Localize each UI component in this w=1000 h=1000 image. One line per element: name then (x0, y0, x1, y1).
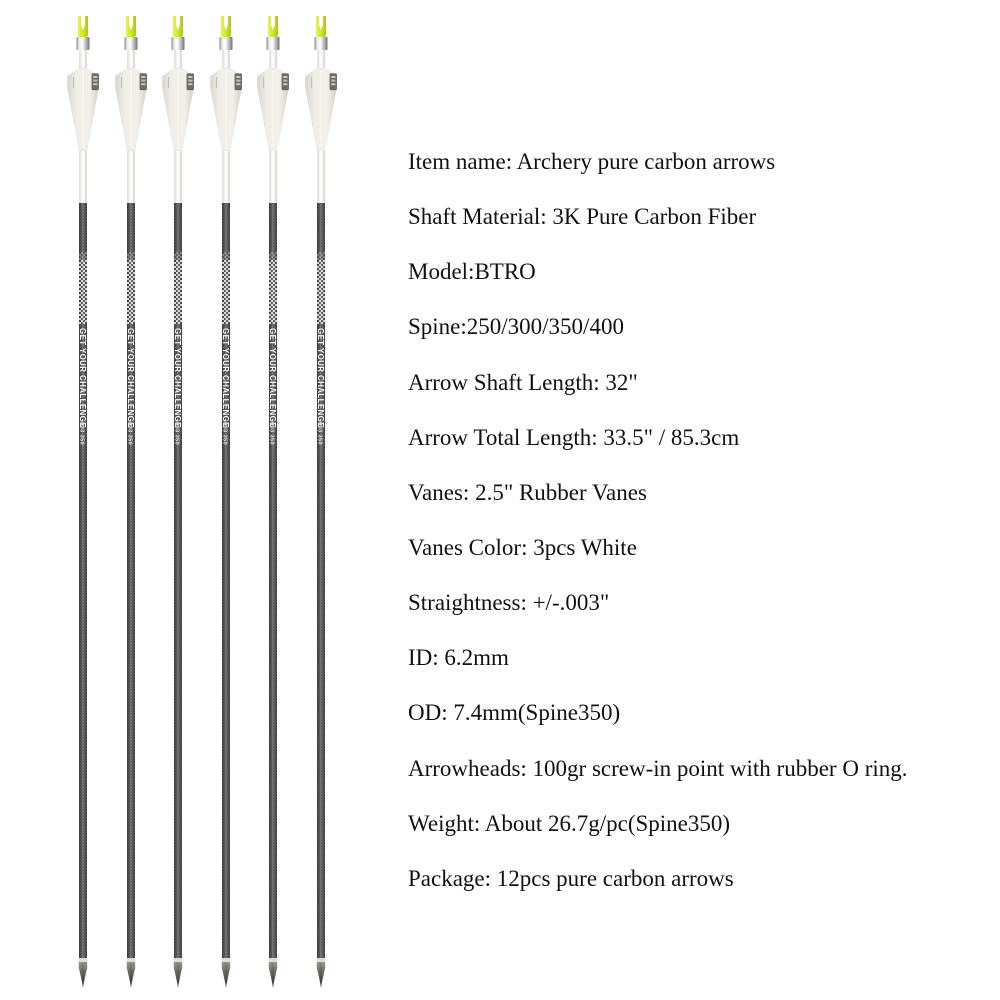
arrow-vane-print-hint (263, 77, 264, 88)
arrow-tip-ring (269, 958, 277, 962)
arrow-shaft-upper-white (317, 151, 325, 203)
arrow-nock-collar (267, 37, 280, 50)
arrow-shaft-code-text: 003 350 (268, 422, 275, 446)
arrow-tip-ring (126, 958, 134, 962)
arrow-tip-ring (317, 958, 325, 962)
arrow-vane-label-line-1 (93, 76, 97, 78)
arrow-photo-panel (63, 10, 341, 990)
spec-line: Weight: About 26.7g/pc(Spine350) (408, 810, 731, 836)
arrow (206, 10, 246, 990)
arrow-shaft-code-text: 003 350 (221, 422, 228, 446)
arrow-vane-label-line-3 (141, 83, 145, 85)
arrow (253, 10, 293, 990)
arrow-shaft-upper-white (174, 151, 182, 203)
arrow (301, 10, 341, 990)
arrow (158, 10, 198, 990)
arrow-shaft-pattern-band (222, 260, 230, 324)
spec-line: Arrowheads: 100gr screw-in point with rubber O ring. (408, 755, 908, 781)
arrow-nock-collar (314, 37, 327, 50)
arrow-vane-label-line-1 (331, 76, 335, 78)
spec-line: Arrow Total Length: 33.5" / 85.3cm (408, 424, 740, 450)
arrow-shaft-neck (174, 50, 182, 68)
arrow-shaft-brand-text: GET YOUR CHALLENGE (125, 328, 135, 428)
arrow-vane-print-hint (121, 77, 122, 88)
arrow-tip-ring (222, 958, 230, 962)
arrow-shaft-brand-text: GET YOUR CHALLENGE (268, 328, 278, 428)
arrow-nock (316, 16, 326, 37)
spec-line: Item name: Archery pure carbon arrows (408, 149, 776, 174)
spec-line: Model:BTRO (408, 259, 536, 285)
arrow-shaft-brand-text: GET YOUR CHALLENGE (77, 328, 87, 428)
arrow-shaft-brand-text: GET YOUR CHALLENGE (172, 328, 182, 428)
spec-line: Spine:250/300/350/400 (408, 314, 624, 340)
arrow-shaft-neck (79, 50, 87, 68)
arrow-nock (221, 16, 231, 37)
arrow-vane-label-line-2 (141, 80, 145, 82)
arrow-vane-label-line-2 (284, 80, 288, 82)
arrow-shaft-code-text: 003 350 (173, 422, 180, 446)
arrow-vane-label (92, 74, 99, 91)
arrow-vane-label-line-3 (188, 83, 192, 85)
arrow-shaft-pattern-band (269, 260, 277, 324)
arrow-shaft-pattern-fade (174, 252, 182, 260)
arrow-shaft-neck (317, 50, 325, 68)
arrow-vane-label (235, 74, 242, 91)
arrow-shaft-pattern-band (127, 260, 135, 324)
arrow-shaft-pattern-band (79, 260, 87, 324)
arrow-nock (268, 16, 278, 37)
arrow (63, 10, 103, 990)
spec-line: Shaft Material: 3K Pure Carbon Fiber (408, 204, 757, 230)
arrow-vane-label (330, 74, 337, 91)
spec-list (408, 150, 998, 922)
arrow-shaft-pattern-fade (269, 252, 277, 260)
arrow-vane-label (139, 74, 146, 91)
arrow-vane-label-line-3 (236, 83, 240, 85)
arrow-shaft-pattern-band (174, 260, 182, 324)
arrow-tip-ring (174, 958, 182, 962)
arrow-nock (173, 16, 183, 37)
arrow-vane-label-line-1 (141, 76, 145, 78)
arrow-nock (126, 16, 136, 37)
arrow-vane-label-line-2 (331, 80, 335, 82)
arrow-vane-print-hint (311, 77, 312, 88)
arrow-shaft-pattern-fade (317, 252, 325, 260)
arrow-vane-print-hint (216, 77, 217, 88)
arrow-shaft-brand-text: GET YOUR CHALLENGE (315, 328, 325, 428)
spec-line: Package: 12pcs pure carbon arrows (408, 865, 734, 891)
arrow-vane-label-line-1 (236, 76, 240, 78)
arrow-tip-ring (79, 958, 87, 962)
arrow-shaft-pattern-fade (127, 252, 135, 260)
arrow-vane-label-line-3 (93, 83, 97, 85)
arrow-nock-collar (124, 37, 137, 50)
arrow-shaft-upper-white (270, 151, 278, 203)
arrow-vane-label-line-2 (188, 80, 192, 82)
arrow-shaft-neck (270, 50, 278, 68)
spec-line: ID: 6.2mm (408, 645, 509, 671)
arrow-vane-print-hint (73, 77, 74, 88)
spec-line: Vanes Color: 3pcs White (408, 534, 637, 560)
arrow-vane-label-line-2 (93, 80, 97, 82)
arrow-vane-label (282, 74, 289, 91)
arrow-shaft-upper-white (222, 151, 230, 203)
arrow-shaft-brand-text: GET YOUR CHALLENGE (220, 328, 230, 428)
spec-line: Arrow Shaft Length: 32" (408, 369, 638, 395)
arrow-shaft-neck (127, 50, 135, 68)
arrow-shaft-pattern-fade (222, 252, 230, 260)
arrow-nock-collar (219, 37, 232, 50)
arrow-vane-label-line-3 (284, 83, 288, 85)
arrow-vane-label (187, 74, 194, 91)
arrow (111, 10, 151, 990)
arrow-shaft-code-text: 003 350 (316, 422, 323, 446)
spec-line: Straightness: +/-.003" (408, 590, 610, 616)
arrow-shaft-upper-white (127, 151, 135, 203)
arrow-shaft-code-text: 003 350 (126, 422, 133, 446)
arrow-nock-collar (77, 37, 90, 50)
arrow-vane-print-hint (168, 77, 169, 88)
arrow-nock-collar (172, 37, 185, 50)
arrow-vane-label-line-3 (331, 83, 335, 85)
arrow-vane-label-line-1 (284, 76, 288, 78)
arrow-shaft-neck (222, 50, 230, 68)
arrow-shaft-upper-white (79, 151, 87, 203)
arrow-vane-label-line-1 (188, 76, 192, 78)
arrow-shaft-code-text: 003 350 (78, 422, 85, 446)
arrow-nock (78, 16, 88, 37)
arrow-shaft-pattern-band (317, 260, 325, 324)
arrow-shaft-pattern-fade (79, 252, 87, 260)
spec-line: OD: 7.4mm(Spine350) (408, 700, 621, 726)
spec-line: Vanes: 2.5" Rubber Vanes (408, 479, 647, 505)
arrow-vane-label-line-2 (236, 80, 240, 82)
